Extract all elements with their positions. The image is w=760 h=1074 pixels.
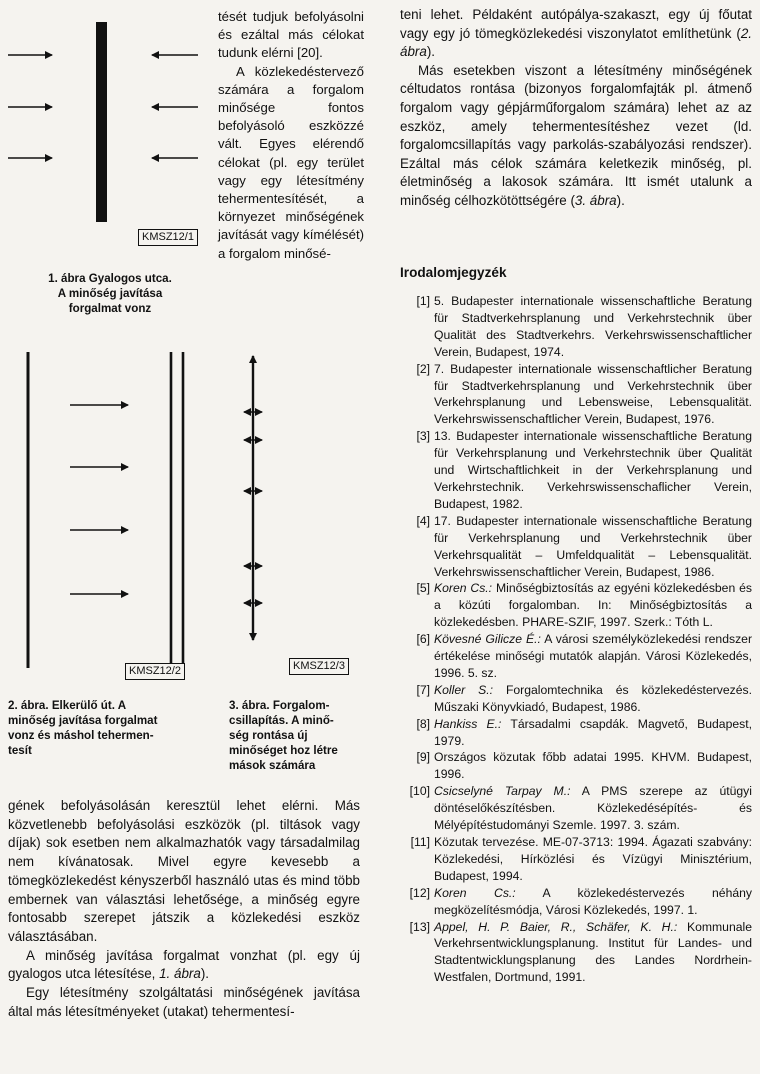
narrow-paragraph-1: tését tudjuk befolyásolni és ezáltal más célokat tudunk elérni [20]. — [218, 9, 364, 61]
figure3-code-label: KMSZ12/3 — [289, 658, 349, 675]
reference-item: [3] 13. Budapester internationale wissenschaftliche Beratung für Verkehrsplanung und Verkehrstechnik über Qualität und Wirtschaftlichkeit in der Verkehrsplanung und Verkehrstechnik. Verkehrswissenschaflicher Verein, Budapest, 1982. — [416, 429, 752, 511]
narrow-paragraph-2: A közlekedéstervező számára a forgalom minősége fontos befolyásoló eszközzé vált. Egyes elérendő célokat (pl. egy terület vagy egy létesítmény tehermentesítését, a környezet minőségének javítását vagy kímélését) a forgalom minősé- — [218, 63, 364, 261]
narrow-column-text — [218, 8, 364, 263]
figure1-street-bar — [96, 22, 107, 222]
figure2-code-label: KMSZ12/2 — [125, 663, 185, 680]
left-paragraph-2: A minőség javítása forgalmat vonzhat (pl. egy új gyalogos utca létesítése, 1. ábra). — [8, 947, 360, 982]
figure2-diagram — [28, 352, 183, 668]
figure3-diagram — [244, 356, 262, 640]
reference-item: [9] Országos közutak főbb adatai 1995. KHVM. Budapest, 1996. — [416, 750, 752, 782]
reference-item: [13] Appel, H. P. Baier, R., Schäfer, K. H.: Kommunale Verkehrsentwicklungsplanung. Institut für Landes- und Stadtentwicklungsplanung des Landes Nordrhein-Westfalen, Dortmund, 1991. — [409, 919, 752, 985]
figure2-caption: 2. ábra. Elkerülő út. A minőség javítása forgalmat vonz és máshol tehermen- tesít — [8, 699, 158, 757]
figure3-caption: 3. ábra. Forgalom- csillapítás. A minő- ség rontása új minőséget hoz létre mások számára — [229, 699, 338, 772]
reference-item: [8] Hankiss E.: Társadalmi csapdák. Magvető, Budapest, 1979. — [416, 716, 752, 748]
reference-item: [2] 7. Budapester internationale wissenschaftlicher Beratung für Stadtverkehrsplanung und Verkehrstechnik über Verkehrsplanung und Lebensweise, Lebensqualität. Verkehrswissenschaftlicher Verein, Budapest, 1976. — [416, 361, 752, 427]
reference-item: [11] Közutak tervezése. ME-07-3713: 1994. Ágazati szabvány: Közlekedési, Hírközlési és Vízügyi Minisztérium, Budapest, 1994. — [410, 835, 752, 883]
left-column-text — [8, 797, 360, 1021]
left-paragraph-1: gének befolyásolásán keresztül lehet elérni. Más közvetlenebb befolyásolási eszközök (pl. tiltások vagy díjak) sok esetben nem alkalmazhatók vagy társadalmilag nem kívánatosak. Mivel egyre kevesebb a tömegközlekedést kényszerből használó utas és mind több embernek van választási lehetősége, a minőség egyre fontosabb szerepet játszik a közlekedési eszköz választásában. — [8, 798, 360, 944]
reference-item: [1] 5. Budapester internationale wissenschaftliche Beratung für Stadtverkehrsplanung und Verkehrstechnik über Qualität des Stadtverkehrs. Verkehrswissenschaftlicher Verein, Budapest, 1974. — [416, 294, 752, 359]
reference-item: [4] 17. Budapester internationale wissenschaftliche Beratung für Verkehrsplanung und Verkehrstechnik über Verkehrsqualität – Umfeldqualität – Lebensqualität. Verkehrswissenschaftlicher Verein, Budapest, 1986. — [416, 513, 752, 579]
reference-item: [12] Koren Cs.: A közlekedéstervezés néhány megközelítésmódja, Városi Közlekedés, 1997. 1. — [409, 885, 753, 917]
references-title: Irodalomjegyzék — [400, 265, 507, 280]
reference-item: [7] Koller S.: Forgalomtechnika és közlekedéstervezés. Műszaki Könyvkiadó, Budapest, 1986. — [416, 682, 752, 714]
right-paragraph-1: teni lehet. Példaként autópálya-szakaszt, egy új főutat vagy egy jó tömegközlekedési viszonylatot említhetünk (2. ábra). — [400, 7, 752, 60]
reference-item: [6] Kövesné Gilicze É.: A városi személyközlekedési rendszer értékelése minőségi mutatók alapján. Városi Közlekedés, 1996. 5. sz. — [416, 632, 752, 680]
references-list — [400, 293, 752, 986]
figure1-caption: 1. ábra Gyalogos utca. A minőség javítása forgalmat vonz — [48, 272, 172, 315]
reference-item: [5] Koren Cs.: Minőségbiztosítás az egyéni közlekedésben és a közúti forgalomban. In: Minőségbiztosítás a közlekedésben. PHARE-SZIF, 1997. Szerk.: Tóth L. — [416, 581, 752, 630]
figure1-diagram — [8, 22, 198, 222]
right-column-text — [400, 6, 752, 211]
figure1-code-label: KMSZ12/1 — [138, 229, 198, 246]
left-paragraph-3: Egy létesítmény szolgáltatási minőségének javítása által más létesítményeket (utakat) tehermentesí- — [8, 985, 360, 1019]
reference-item: [10] Csicselyné Tarpay M.: A PMS szerepe az útügyi döntéselőkészítésben. Közlekedésépítés- és Mélyépítéstudományi Szemle. 1997. 3. szám. — [409, 784, 752, 833]
right-paragraph-2: Más esetekben viszont a létesítmény minőségének céltudatos rontása (bizonyos forgalomfajták pl. átmenő forgalom vagy gépjárműforgalom számára) lehet az az eszköz, amely tehermentesítéshez vezet (ld. forgalomcsillapítás vagy parkolás-szabályozási rendszer). Ezáltal más célok számára keletkezik minőség, pl. életminőség a lakosok számára. Itt ismét utalunk a minőség célhozkötöttségére (3. ábra). — [400, 62, 752, 208]
